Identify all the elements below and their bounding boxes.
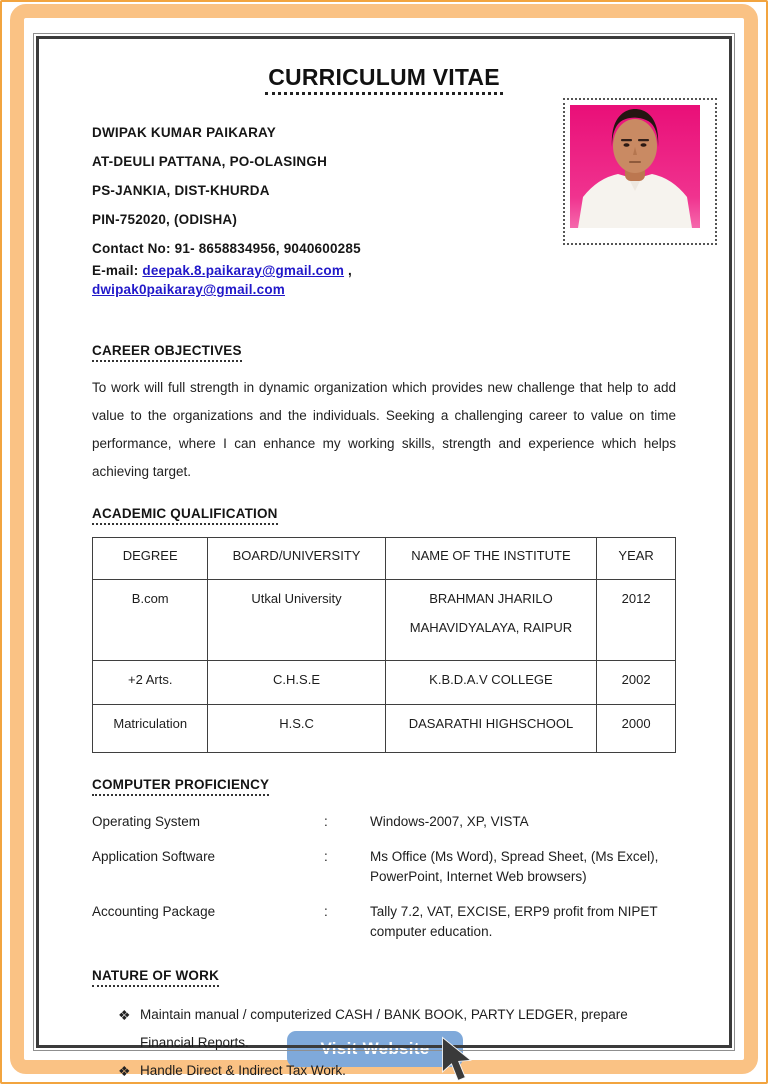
career-objectives-text: To work will full strength in dynamic organization which provides new challenge that help to add value to the organizations and the individuals. Seeking a challenging career to value on time performance, where I can enhance my working skills, strength and experience which helps achieving target. — [92, 380, 676, 479]
cell-year: 2012 — [597, 580, 676, 661]
personal-info — [92, 123, 532, 299]
nature-of-work-list — [92, 1001, 676, 1085]
cell-year: 2002 — [597, 661, 676, 705]
cell-board: Utkal University — [208, 580, 385, 661]
proficiency-label: Accounting Package — [92, 904, 216, 919]
institute-line: BRAHMAN JHARILO — [429, 591, 553, 606]
column-header-institute: NAME OF THE INSTITUTE — [385, 538, 597, 580]
list-item — [92, 812, 676, 832]
academic-qualification-heading: ACADEMIC QUALIFICATION — [92, 506, 278, 525]
address-line-1: AT-DEULI PATTANA, PO-OLASINGH — [92, 154, 328, 169]
institute-line: DASARATHI HIGHSCHOOL — [408, 716, 574, 731]
institute-line: MAHAVIDYALAYA, RAIPUR — [409, 620, 573, 635]
diamond-bullet-icon: ❖ — [118, 1063, 131, 1079]
academic-qualification-table — [92, 537, 676, 753]
column-header-board: BOARD/UNIVERSITY — [208, 538, 385, 580]
table-row — [93, 661, 676, 705]
proficiency-separator: : — [324, 814, 328, 829]
nature-of-work-heading: NATURE OF WORK — [92, 968, 219, 987]
proficiency-value: Tally 7.2, VAT, EXCISE, ERP9 profit from NIPET computer education. — [370, 904, 658, 939]
diamond-bullet-icon: ❖ — [118, 1007, 131, 1023]
cell-institute — [385, 705, 597, 753]
list-item — [92, 902, 676, 942]
proficiency-separator: : — [324, 849, 328, 864]
proficiency-separator: : — [324, 904, 328, 919]
address-line-2: PS-JANKIA, DIST-KHURDA — [92, 183, 270, 198]
cv-page-border — [33, 33, 735, 1079]
proficiency-label: Application Software — [92, 849, 216, 864]
cell-institute — [385, 580, 597, 661]
table-row — [93, 580, 676, 661]
cell-degree: B.com — [93, 580, 208, 661]
column-header-year: YEAR — [597, 538, 676, 580]
table-header-row — [93, 538, 676, 580]
profile-photo — [563, 98, 717, 245]
page-title: CURRICULUM VITAE — [265, 64, 502, 95]
email-link-2[interactable]: dwipak0paikaray@gmail.com — [92, 282, 285, 297]
work-item-text: Handle Direct & Indirect Tax Work. — [140, 1063, 346, 1078]
cell-institute — [385, 661, 597, 705]
cursor-icon — [438, 1036, 480, 1089]
email-link-1[interactable]: deepak.8.paikaray@gmail.com — [142, 263, 345, 278]
contact-label: Contact No: — [92, 241, 171, 256]
proficiency-value: Windows-2007, XP, VISTA — [370, 814, 529, 829]
email-separator: , — [348, 263, 352, 278]
cell-board: H.S.C — [208, 705, 385, 753]
contact-line — [92, 239, 532, 258]
cell-board: C.H.S.E — [208, 661, 385, 705]
proficiency-label: Operating System — [92, 814, 201, 829]
profile-photo-image — [570, 105, 700, 228]
table-row — [93, 705, 676, 753]
proficiency-value: Ms Office (Ms Word), Spread Sheet, (Ms Excel), PowerPoint, Internet Web browsers) — [370, 849, 659, 884]
address-line-3: PIN-752020, (ODISHA) — [92, 212, 238, 227]
work-item-text: Maintain manual / computerized CASH / BANK BOOK, PARTY LEDGER, prepare Financial Reports. — [140, 1007, 628, 1050]
contact-numbers: 91- 8658834956, 9040600285 — [174, 241, 361, 256]
cell-degree: +2 Arts. — [93, 661, 208, 705]
computer-proficiency-list — [92, 812, 676, 942]
person-name: DWIPAK KUMAR PAIKARAY — [92, 125, 276, 140]
column-header-degree: DEGREE — [93, 538, 208, 580]
list-item — [92, 1057, 676, 1085]
list-item — [92, 1001, 676, 1057]
visit-website-button[interactable]: Visit Website — [287, 1031, 463, 1067]
computer-proficiency-heading: COMPUTER PROFICIENCY — [92, 777, 269, 796]
institute-line: K.B.D.A.V COLLEGE — [429, 672, 553, 687]
cell-year: 2000 — [597, 705, 676, 753]
email-line — [92, 261, 532, 299]
career-objectives-heading: CAREER OBJECTIVES — [92, 343, 242, 362]
list-item — [92, 847, 676, 887]
email-label: E-mail: — [92, 263, 139, 278]
cell-degree: Matriculation — [93, 705, 208, 753]
